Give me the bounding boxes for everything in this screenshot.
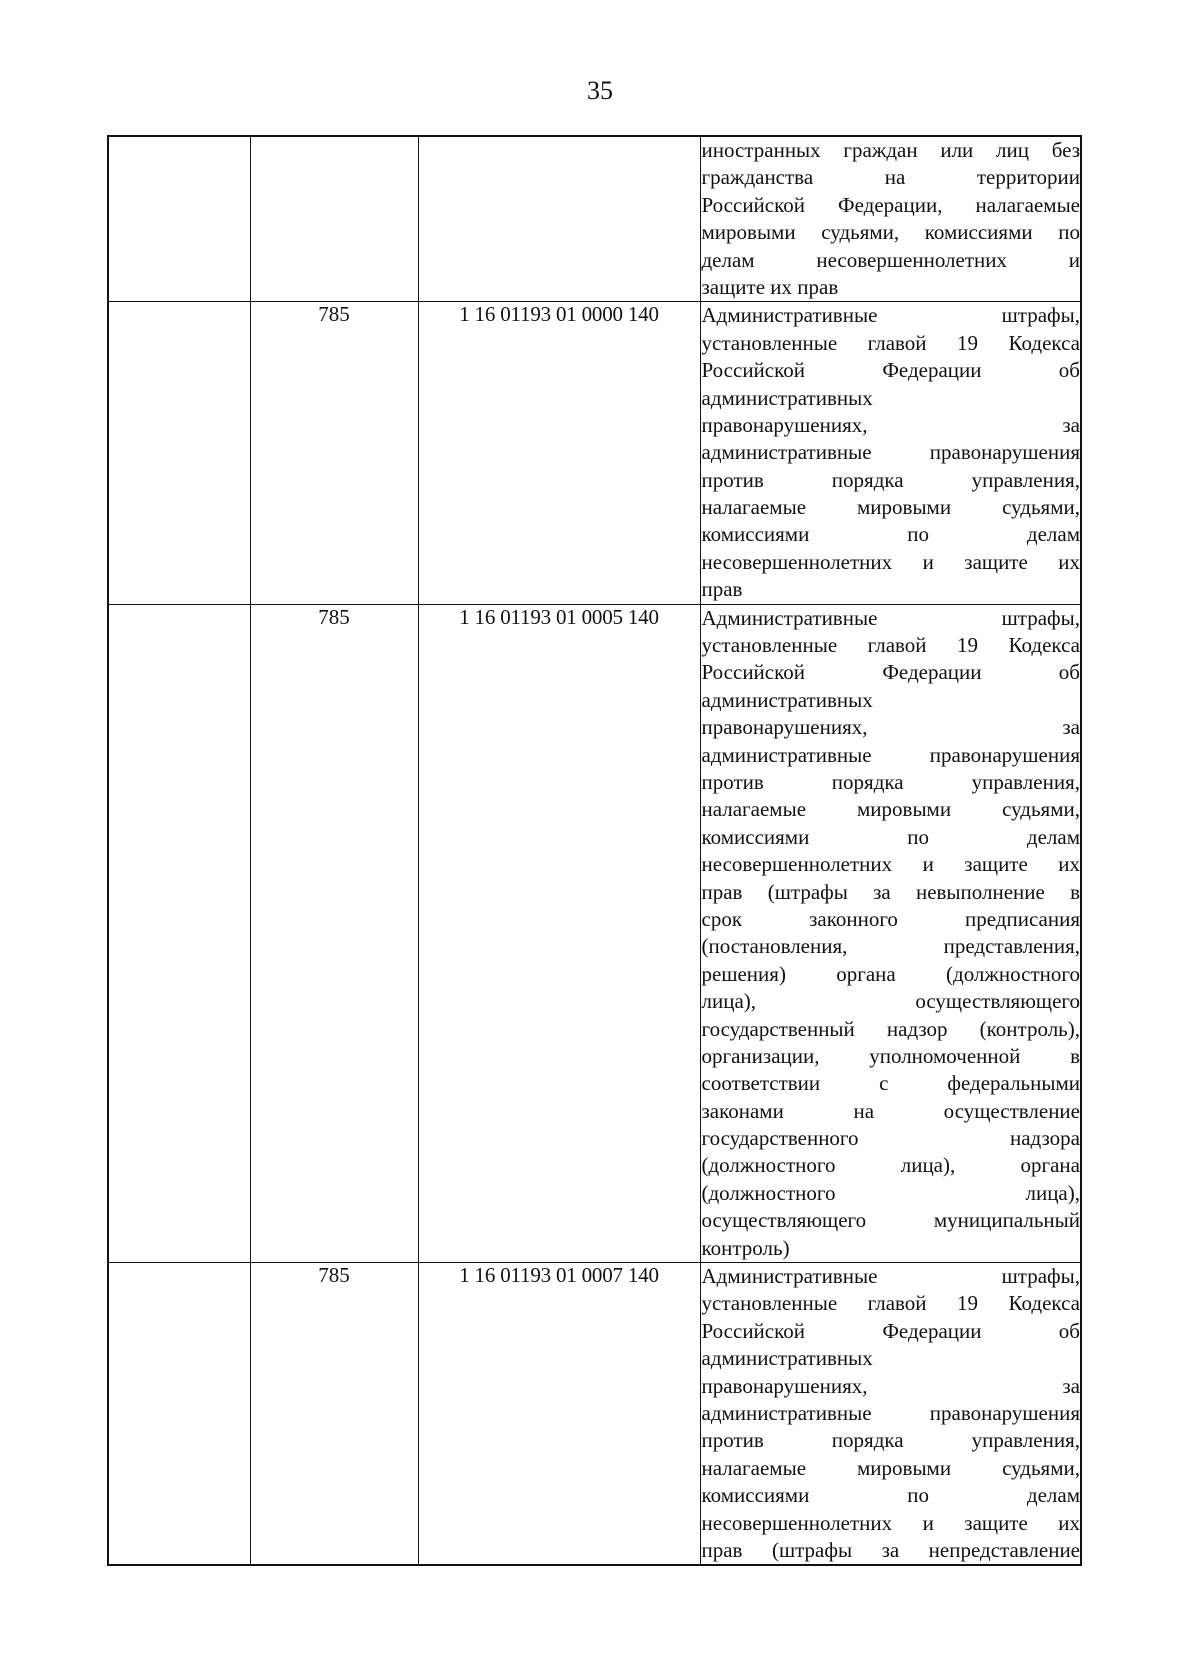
admin-code-cell: 785 — [250, 1263, 418, 1566]
table-row — [108, 302, 1081, 604]
description-line: правонарушениях, за — [701, 715, 1080, 740]
description-cell — [700, 136, 1081, 302]
description-line: административные правонарушения — [701, 1400, 1080, 1425]
row-empty-cell — [108, 1263, 250, 1566]
description-line: Административные штрафы, — [701, 1264, 1080, 1289]
description-line: организации, уполномоченной в — [701, 1043, 1080, 1068]
description-line: налагаемые мировыми судьями, — [701, 495, 1080, 520]
page-number: 35 — [587, 76, 613, 105]
description-line: Российской Федерации об — [701, 660, 1080, 685]
description-line: несовершеннолетних и защите их — [701, 852, 1080, 877]
admin-code-cell: 785 — [250, 604, 418, 1262]
description-line: налагаемые мировыми судьями, — [701, 797, 1080, 822]
kbk-code-cell — [418, 136, 700, 302]
description-line: налагаемые мировыми судьями, — [701, 1455, 1080, 1480]
row-empty-cell — [108, 302, 250, 604]
description-line: защите их прав — [701, 274, 839, 299]
description-line: против порядка управления, — [701, 769, 1080, 794]
description-line: государственного надзора — [701, 1126, 1080, 1151]
description-line: против порядка управления, — [701, 1428, 1080, 1453]
budget-classification-table — [107, 135, 1082, 1566]
description-line: административные правонарушения — [701, 440, 1080, 465]
description-line: установленные главой 19 Кодекса — [701, 1291, 1080, 1316]
description-line: комиссиями по делам — [701, 522, 1080, 547]
description-line: срок законного предписания — [701, 906, 1080, 931]
admin-code-cell — [250, 136, 418, 302]
description-line: иностранных граждан или лиц без — [701, 138, 1080, 162]
row-empty-cell — [108, 136, 250, 302]
admin-code-cell: 785 — [250, 302, 418, 604]
table-row — [108, 604, 1081, 1262]
description-line: законами на осуществление — [701, 1098, 1080, 1123]
description-line: административных — [701, 385, 873, 410]
description-line: комиссиями по делам — [701, 824, 1080, 849]
description-line: прав (штрафы за непредставление — [701, 1537, 1080, 1562]
row-empty-cell — [108, 604, 250, 1262]
description-line: прав (штрафы за невыполнение в — [701, 879, 1080, 904]
kbk-code-cell: 1 16 01193 01 0007 140 — [418, 1263, 700, 1566]
description-line: несовершеннолетних и защите их — [701, 549, 1080, 574]
description-line: установленные главой 19 Кодекса — [701, 633, 1080, 658]
description-line: комиссиями по делам — [701, 1483, 1080, 1508]
description-line: (должностного лица), органа — [701, 1153, 1080, 1178]
table-row — [108, 1263, 1081, 1566]
description-line: административные правонарушения — [701, 742, 1080, 767]
description-line: мировыми судьями, комиссиями по — [701, 220, 1080, 245]
description-cell — [700, 1263, 1081, 1566]
table-row — [108, 136, 1081, 302]
description-line: лица), осуществляющего — [701, 989, 1080, 1014]
description-line: прав — [701, 577, 743, 602]
description-line: установленные главой 19 Кодекса — [701, 330, 1080, 355]
description-line: (должностного лица), — [701, 1180, 1080, 1205]
description-line: делам несовершеннолетних и — [701, 247, 1080, 272]
description-cell — [700, 302, 1081, 604]
description-line: гражданства на территории — [701, 165, 1080, 190]
description-line: Административные штрафы, — [701, 303, 1080, 328]
description-line: административных — [701, 687, 873, 712]
description-cell — [700, 604, 1081, 1262]
description-line: несовершеннолетних и защите их — [701, 1510, 1080, 1535]
description-line: осуществляющего муниципальный — [701, 1208, 1080, 1233]
description-line: Российской Федерации об — [701, 1318, 1080, 1343]
description-line: Российской Федерации, налагаемые — [701, 192, 1080, 217]
description-line: Административные штрафы, — [701, 605, 1080, 630]
description-line: решения) органа (должностного — [701, 961, 1080, 986]
description-line: против порядка управления, — [701, 467, 1080, 492]
description-line: государственный надзор (контроль), — [701, 1016, 1080, 1041]
description-line: Российской Федерации об — [701, 358, 1080, 383]
description-line: соответствии с федеральными — [701, 1071, 1080, 1096]
description-line: административных — [701, 1346, 873, 1371]
kbk-code-cell: 1 16 01193 01 0000 140 — [418, 302, 700, 604]
kbk-code-cell: 1 16 01193 01 0005 140 — [418, 604, 700, 1262]
description-line: контроль) — [701, 1235, 790, 1260]
description-line: (постановления, представления, — [701, 934, 1080, 959]
description-line: правонарушениях, за — [701, 1373, 1080, 1398]
description-line: правонарушениях, за — [701, 412, 1080, 437]
